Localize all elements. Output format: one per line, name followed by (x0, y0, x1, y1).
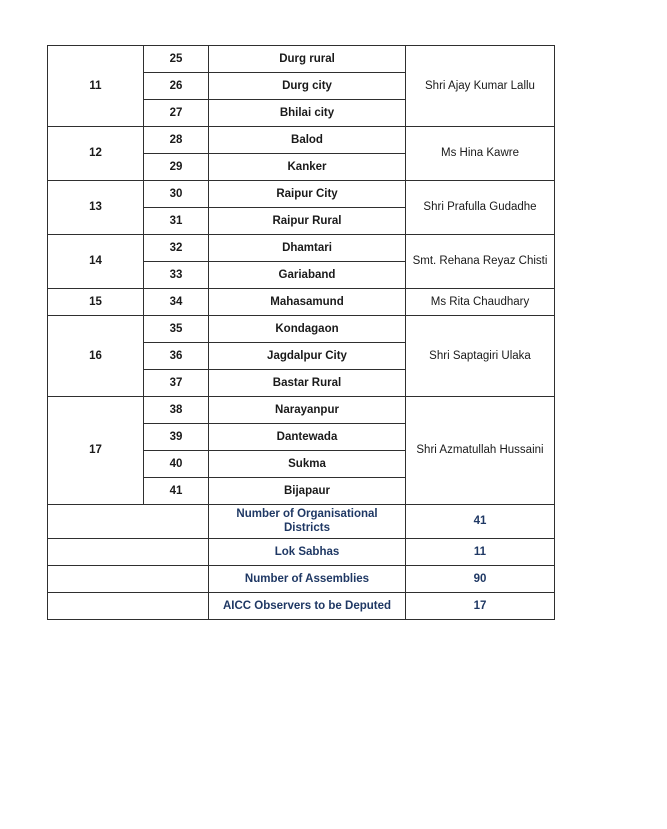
serial-number-cell: 35 (144, 316, 209, 343)
observer-name-cell: Shri Prafulla Gudadhe (406, 181, 555, 235)
serial-number-cell: 41 (144, 478, 209, 505)
observer-name-cell: Ms Rita Chaudhary (406, 289, 555, 316)
observers-table (47, 45, 555, 620)
serial-number-cell: 26 (144, 73, 209, 100)
serial-number-cell: 36 (144, 343, 209, 370)
serial-number-cell: 31 (144, 208, 209, 235)
serial-number-cell: 27 (144, 100, 209, 127)
summary-label-organisational-districts: Number of Organisational Districts (209, 505, 406, 539)
summary-row (48, 505, 555, 539)
serial-number-cell: 34 (144, 289, 209, 316)
serial-number-cell: 32 (144, 235, 209, 262)
table-row (48, 46, 555, 73)
summary-blank-cell (48, 538, 209, 565)
district-name-cell: Dhamtari (209, 235, 406, 262)
summary-row (48, 538, 555, 565)
serial-number-cell: 39 (144, 424, 209, 451)
district-name-cell: Bijapaur (209, 478, 406, 505)
table-row (48, 397, 555, 424)
district-name-cell: Balod (209, 127, 406, 154)
group-number-cell: 16 (48, 316, 144, 397)
observer-name-cell: Shri Azmatullah Hussaini (406, 397, 555, 505)
district-name-cell: Kanker (209, 154, 406, 181)
district-name-cell: Narayanpur (209, 397, 406, 424)
summary-blank-cell (48, 592, 209, 619)
summary-blank-cell (48, 505, 209, 539)
district-name-cell: Mahasamund (209, 289, 406, 316)
summary-label-assemblies: Number of Assemblies (209, 565, 406, 592)
summary-label-lok-sabhas: Lok Sabhas (209, 538, 406, 565)
summary-value-organisational-districts: 41 (406, 505, 555, 539)
serial-number-cell: 38 (144, 397, 209, 424)
summary-blank-cell (48, 565, 209, 592)
summary-value-assemblies: 90 (406, 565, 555, 592)
observer-name-cell: Shri Saptagiri Ulaka (406, 316, 555, 397)
serial-number-cell: 29 (144, 154, 209, 181)
table-row (48, 181, 555, 208)
group-number-cell: 14 (48, 235, 144, 289)
group-number-cell: 17 (48, 397, 144, 505)
summary-row (48, 592, 555, 619)
table-row (48, 316, 555, 343)
table-row (48, 289, 555, 316)
district-name-cell: Kondagaon (209, 316, 406, 343)
observer-name-cell: Shri Ajay Kumar Lallu (406, 46, 555, 127)
table-row (48, 127, 555, 154)
serial-number-cell: 37 (144, 370, 209, 397)
district-name-cell: Sukma (209, 451, 406, 478)
summary-value-aicc-observers: 17 (406, 592, 555, 619)
summary-row (48, 565, 555, 592)
district-name-cell: Bastar Rural (209, 370, 406, 397)
district-name-cell: Durg rural (209, 46, 406, 73)
group-number-cell: 13 (48, 181, 144, 235)
observer-name-cell: Smt. Rehana Reyaz Chisti (406, 235, 555, 289)
group-number-cell: 11 (48, 46, 144, 127)
serial-number-cell: 28 (144, 127, 209, 154)
district-name-cell: Raipur Rural (209, 208, 406, 235)
observers-table-container (47, 45, 554, 620)
summary-table-body (48, 505, 555, 620)
summary-label-aicc-observers: AICC Observers to be Deputed (209, 592, 406, 619)
district-name-cell: Raipur City (209, 181, 406, 208)
group-number-cell: 12 (48, 127, 144, 181)
summary-value-lok-sabhas: 11 (406, 538, 555, 565)
district-name-cell: Durg city (209, 73, 406, 100)
district-name-cell: Jagdalpur City (209, 343, 406, 370)
observers-table-body (48, 46, 555, 505)
observer-name-cell: Ms Hina Kawre (406, 127, 555, 181)
serial-number-cell: 30 (144, 181, 209, 208)
table-row (48, 235, 555, 262)
district-name-cell: Gariaband (209, 262, 406, 289)
district-name-cell: Dantewada (209, 424, 406, 451)
serial-number-cell: 25 (144, 46, 209, 73)
district-name-cell: Bhilai city (209, 100, 406, 127)
group-number-cell: 15 (48, 289, 144, 316)
serial-number-cell: 40 (144, 451, 209, 478)
serial-number-cell: 33 (144, 262, 209, 289)
